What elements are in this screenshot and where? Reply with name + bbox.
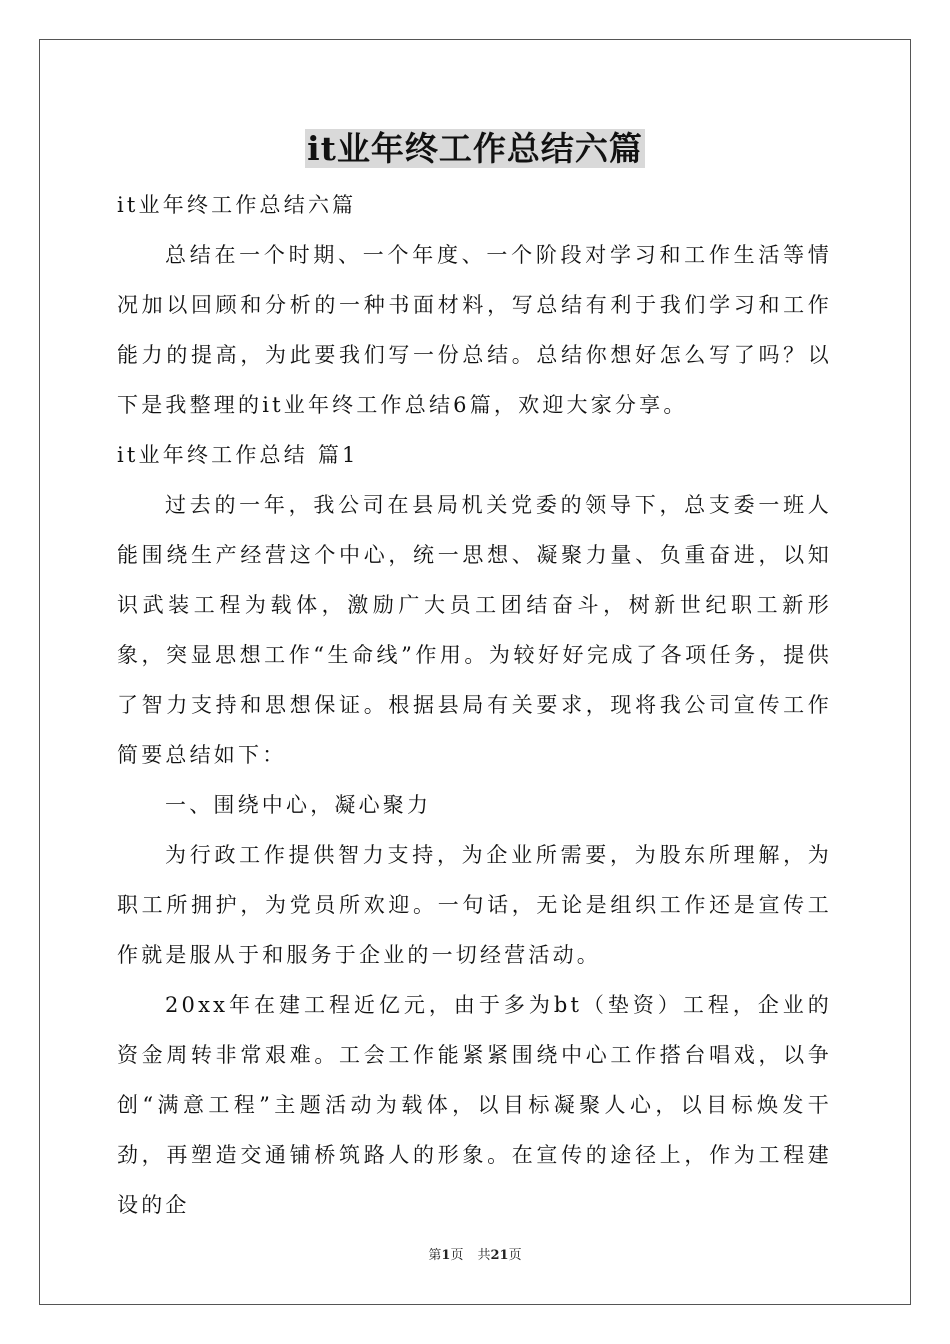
subsection-heading: 一、围绕中心，凝心聚力 [165,793,432,817]
total-prefix: 共 [477,1248,491,1263]
document-title [0,128,950,170]
total-suffix: 页 [508,1248,522,1263]
document-title-text: it业年终工作总结六篇 [307,129,643,168]
paragraph-intro: 总结在一个时期、一个年度、一个阶段对学习和工作生活等情况加以回顾和分析的一种书面材料，写总结有利于我们学习和工作能力的提高，为此要我们写一份总结。总结你想好怎么写了吗？以下是我整理的it业年终工作总结6篇，欢迎大家分享。 [117,243,832,417]
section-heading: it业年终工作总结 篇1 [117,443,359,467]
page-suffix: 页 [450,1248,464,1263]
total-pages: 21 [490,1248,509,1263]
paragraph-subtitle: it业年终工作总结六篇 [117,193,357,217]
paragraph-body: 20xx年在建工程近亿元，由于多为bt（垫资）工程，企业的资金周转非常艰难。工会工作能紧紧围绕中心工作搭台唱戏，以争创“满意工程”主题活动为载体，以目标凝聚人心，以目标焕发干劲，再塑造交通铺桥筑路人的形象。在宣传的途径上，作为工程建设的企 [117,993,832,1217]
paragraph-body: 为行政工作提供智力支持，为企业所需要，为股东所理解，为职工所拥护，为党员所欢迎。一句话，无论是组织工作还是宣传工作就是服从于和服务于企业的一切经营活动。 [117,843,832,967]
page-footer [0,1247,950,1265]
document-body [117,180,832,1230]
page-prefix: 第 [428,1248,442,1263]
page-number: 1 [441,1248,451,1263]
paragraph-body: 过去的一年，我公司在县局机关党委的领导下，总支委一班人能围绕生产经营这个中心，统一思想、凝聚力量、负重奋进，以知识武装工程为载体，激励广大员工团结奋斗，树新世纪职工新形象，突显思想工作“生命线”作用。为较好好完成了各项任务，提供了智力支持和思想保证。根据县局有关要求，现将我公司宣传工作简要总结如下： [117,493,832,767]
